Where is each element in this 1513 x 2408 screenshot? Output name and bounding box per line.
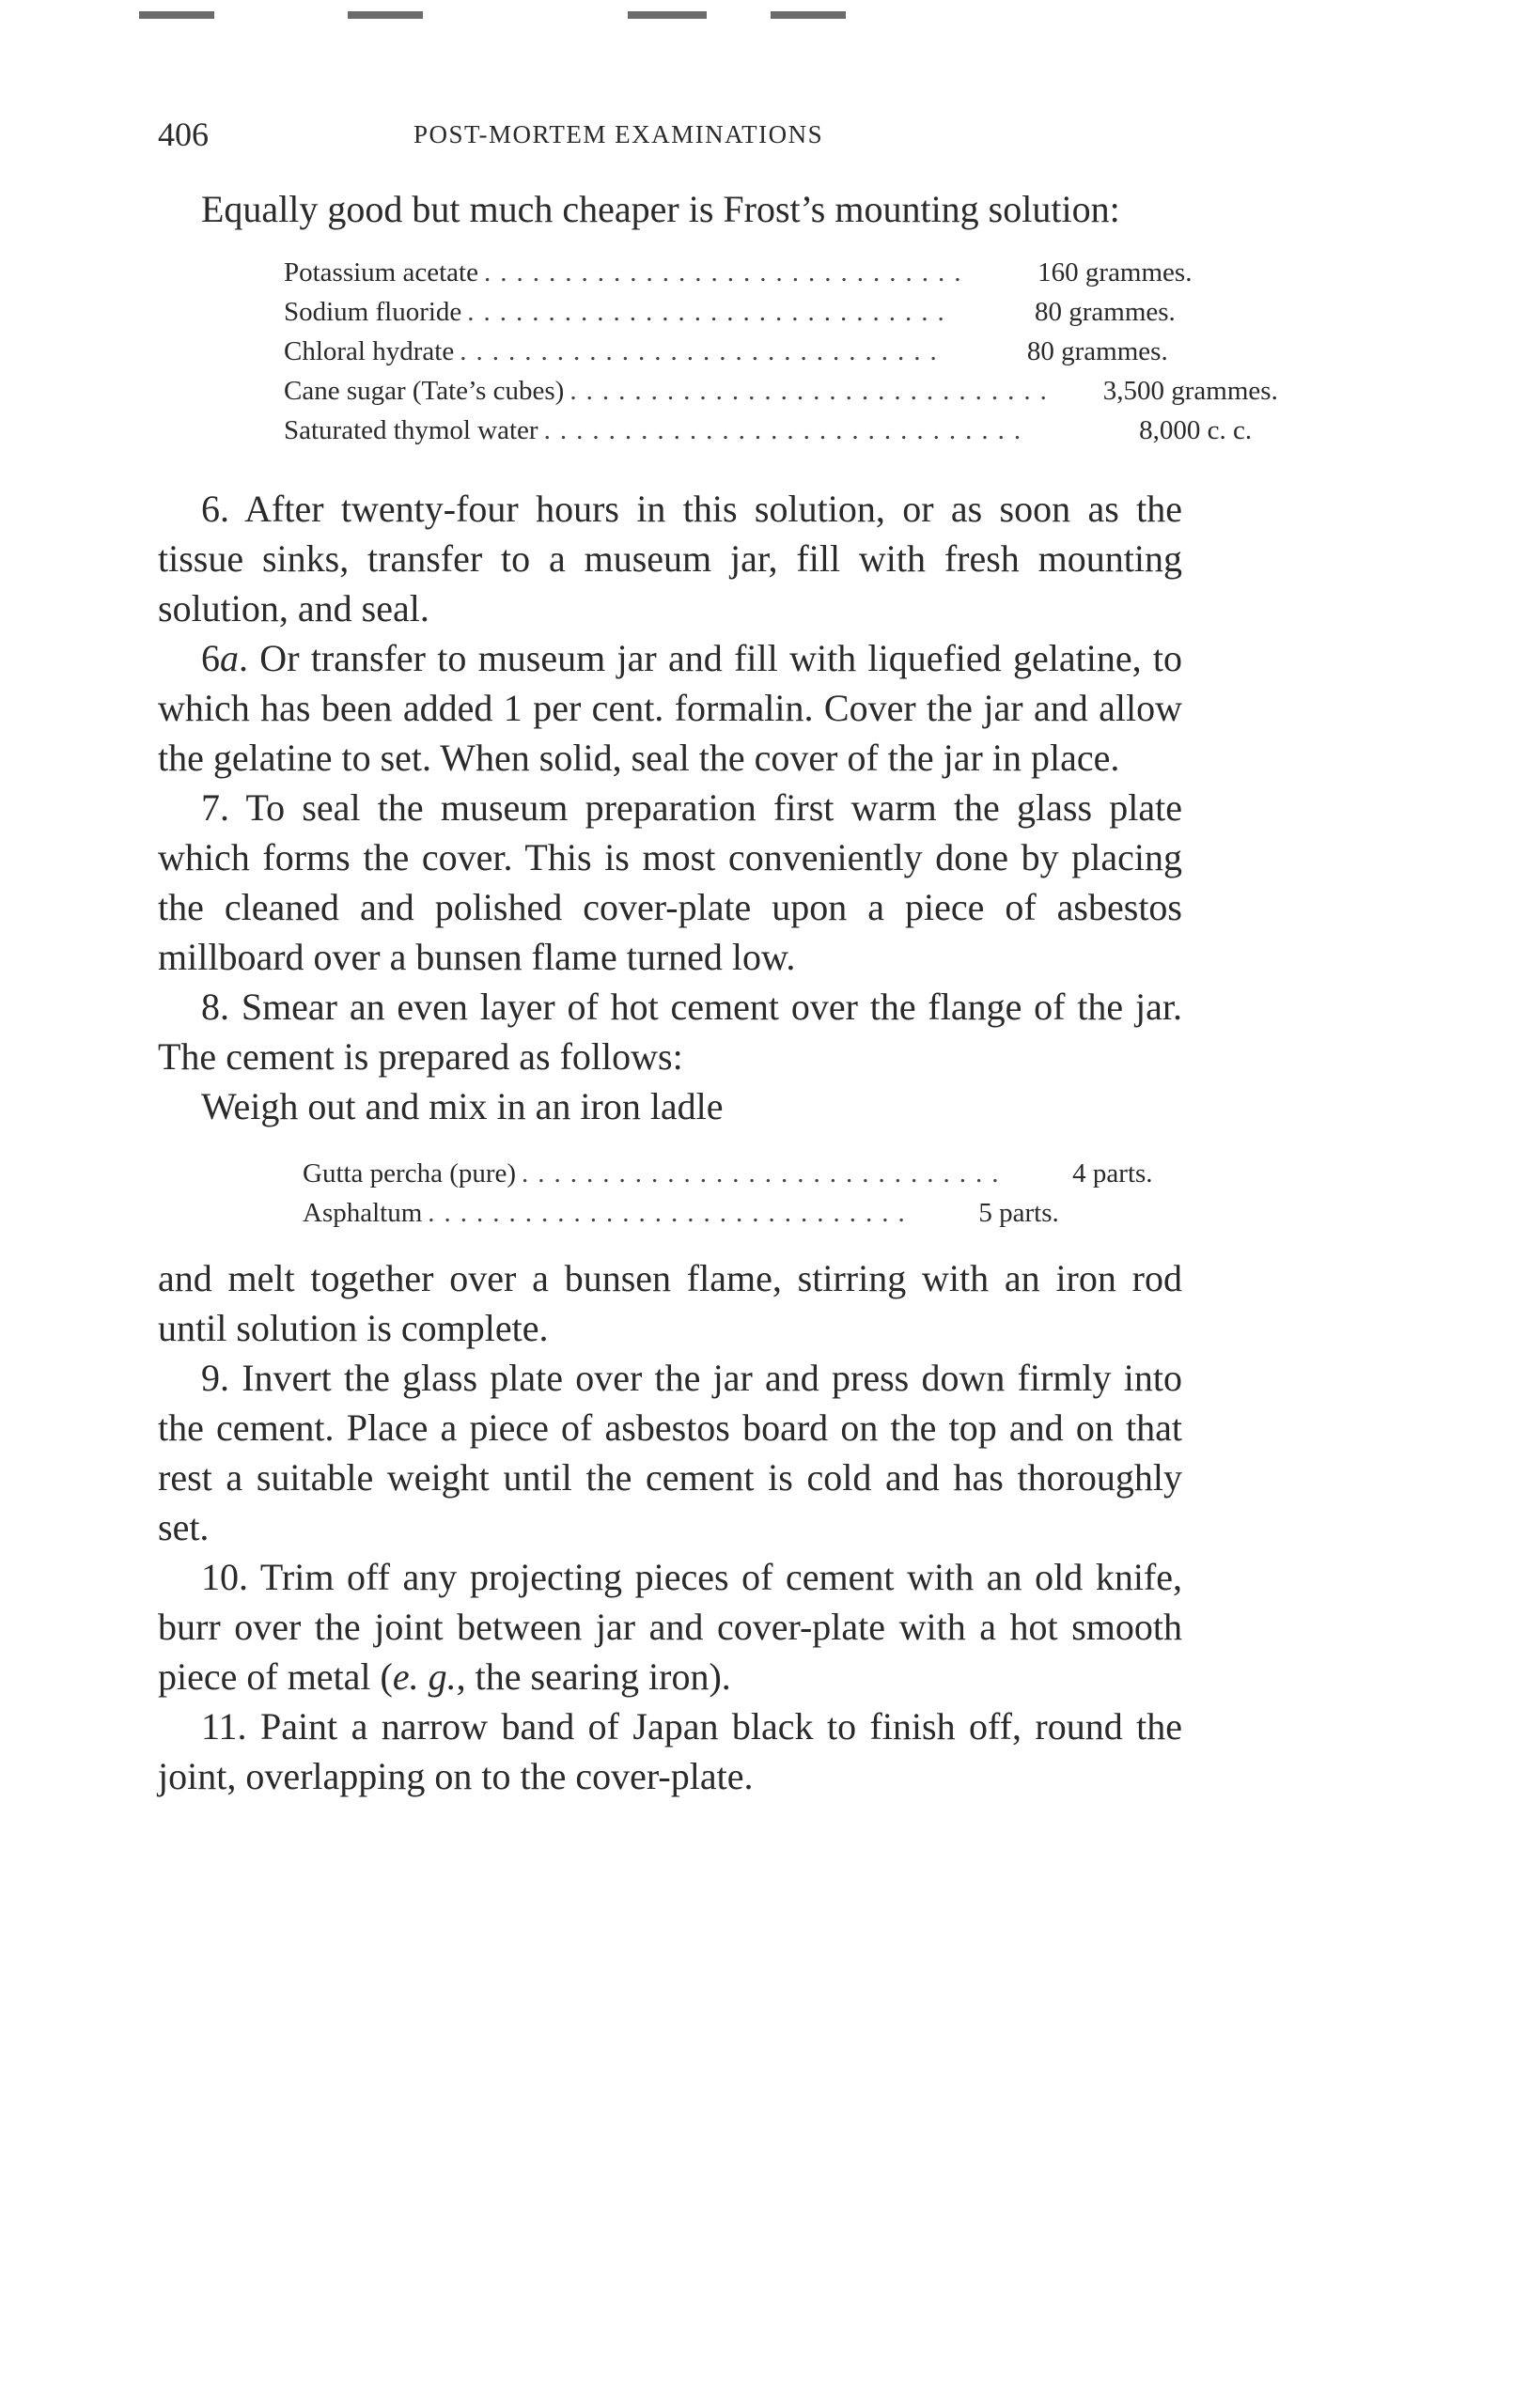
step-6a-text: . Or transfer to museum jar and fill with liquefied gelatine, to which has been added 1 per cent. formalin. Cover the jar and allow the gelatine to set. When solid, seal the cover of the jar in place. <box>158 637 1182 779</box>
step-10-abbreviation: e. g. <box>392 1655 457 1698</box>
cement-recipe <box>303 1154 1153 1233</box>
step-6a-letter: a <box>220 637 239 679</box>
leader-dots: .............................. <box>428 1198 914 1228</box>
leader-dots: .............................. <box>467 297 954 327</box>
recipe-row <box>284 411 1253 450</box>
scan-artifact-mark <box>139 11 214 19</box>
running-head <box>158 115 1182 152</box>
ingredient-name: Sodium fluoride <box>284 297 462 327</box>
ingredient-name: Saturated thymol water <box>284 415 538 445</box>
scan-artifact-mark <box>771 11 846 19</box>
step-6a-number: 6 <box>201 637 220 679</box>
step-6a-paragraph <box>158 633 1182 783</box>
leader-dots: .............................. <box>522 1158 1008 1188</box>
recipe-row <box>303 1154 1153 1193</box>
leader-dots: .............................. <box>569 376 1056 406</box>
recipe-row <box>284 253 1193 292</box>
ingredient-name: Chloral hydrate <box>284 336 455 366</box>
step-11-paragraph: 11. Paint a narrow band of Japan black to finish off, round the joint, overlapping on to the cover-plate. <box>158 1705 1182 1797</box>
ingredient-amount: 8,000 c. c. <box>1139 415 1253 445</box>
scan-artifact-mark <box>348 11 423 19</box>
step-10-paragraph <box>158 1552 1182 1701</box>
ingredient-name: Cane sugar (Tate’s cubes) <box>284 376 565 406</box>
ingredient-amount: 5 parts. <box>978 1198 1059 1228</box>
intro-paragraph: Equally good but much cheaper is Frost’s mounting solution: <box>201 188 1120 230</box>
step-7-paragraph: 7. To seal the museum preparation first warm the glass plate which forms the cover. This is most conveniently done by placing the cleaned and polished cover-plate upon a piece of asbestos millboard over a bunsen flame turned low. <box>158 786 1182 978</box>
leader-dots: .............................. <box>483 257 971 287</box>
page-number: 406 <box>158 116 209 153</box>
scan-artifact-mark <box>628 11 707 19</box>
ingredient-amount: 80 grammes. <box>1034 297 1176 327</box>
step-9-paragraph: 9. Invert the glass plate over the jar and press down firmly into the cement. Place a piece of asbestos board on the top and on that rest a suitable weight until the cement is cold and has thoroughly set. <box>158 1357 1182 1548</box>
ingredient-name: Asphaltum <box>303 1198 423 1228</box>
step-6-paragraph: 6. After twenty-four hours in this solution, or as soon as the tissue sinks, transfer to a museum jar, fill with fresh mounting solution, and seal. <box>158 488 1182 629</box>
page-body <box>158 184 1278 1801</box>
step-10-text-start: 10. Trim off any projecting pieces of cement with an old knife, burr over the joint between jar and cover-plate with a hot smooth piece of metal ( <box>158 1556 1182 1698</box>
recipe-row <box>303 1193 1059 1233</box>
ingredient-amount: 4 parts. <box>1072 1158 1153 1188</box>
leader-dots: .............................. <box>543 415 1031 445</box>
recipe-row <box>284 371 1278 411</box>
ingredient-name: Potassium acetate <box>284 257 478 287</box>
running-title: POST-MORTEM EXAMINATIONS <box>413 120 824 148</box>
recipe-row <box>284 332 1168 371</box>
step-8-paragraph: 8. Smear an even layer of hot cement over the flange of the jar. The cement is prepared as follows: <box>158 986 1182 1078</box>
ingredient-amount: 160 grammes. <box>1037 257 1193 287</box>
mounting-solution-recipe <box>284 253 1278 450</box>
step-8-instruction: Weigh out and mix in an iron ladle <box>201 1085 724 1127</box>
leader-dots: .............................. <box>460 336 946 366</box>
ingredient-name: Gutta percha (pure) <box>303 1158 517 1188</box>
recipe-row <box>284 292 1176 332</box>
step-8-continuation: and melt together over a bunsen flame, stirring with an iron rod until solution is complete. <box>158 1257 1182 1349</box>
step-10-text-end: , the searing iron). <box>456 1655 731 1698</box>
ingredient-amount: 80 grammes. <box>1026 336 1168 366</box>
ingredient-amount: 3,500 grammes. <box>1102 376 1278 406</box>
